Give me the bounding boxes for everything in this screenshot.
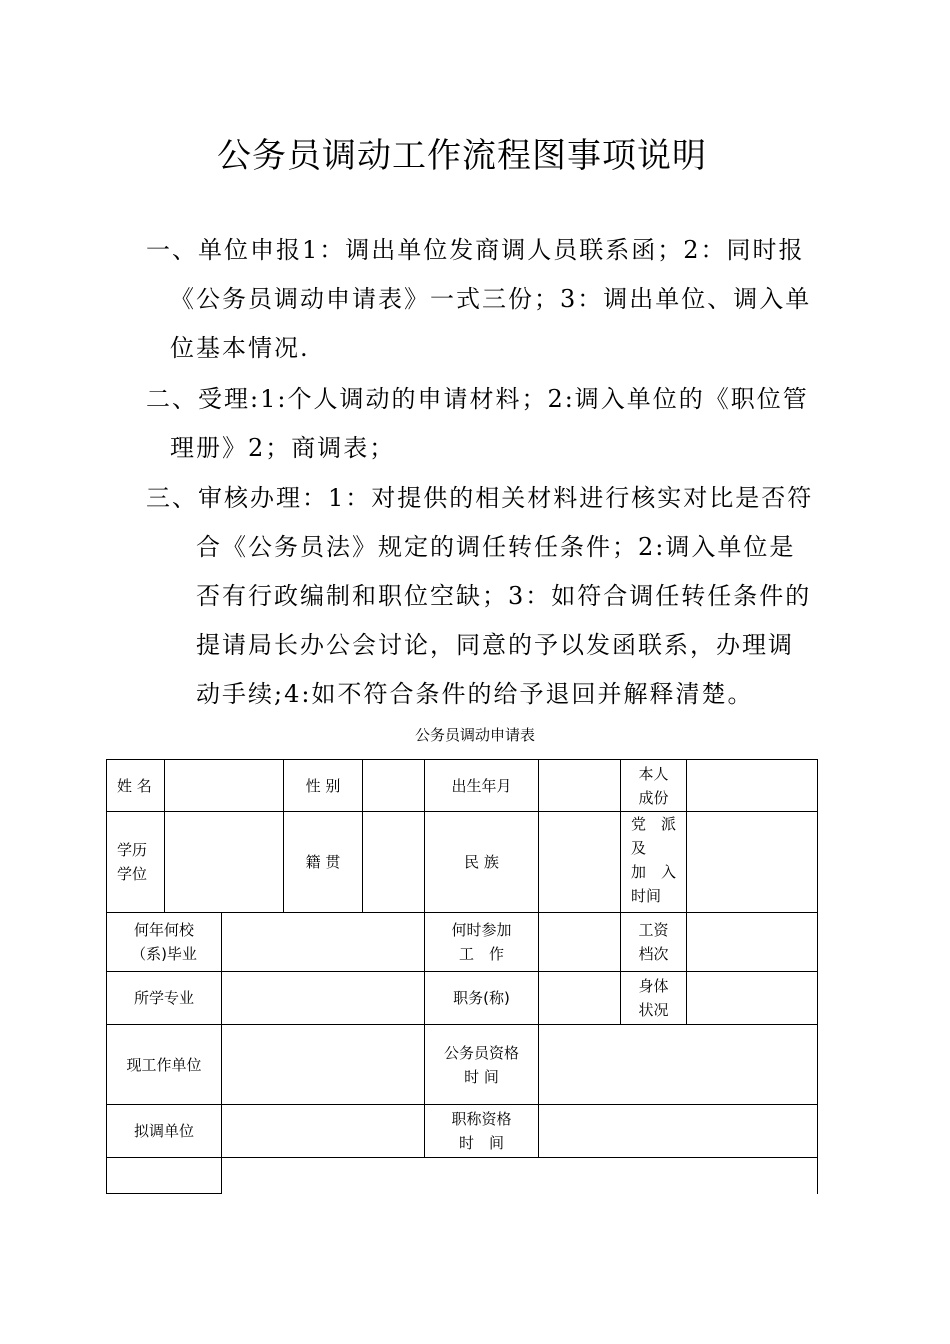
label-birth: 出生年月 [424, 759, 538, 811]
field-status[interactable] [686, 759, 818, 811]
field-education[interactable] [164, 811, 283, 912]
label-graduation-line-2: （系)毕业 [131, 945, 197, 963]
field-cs-qualification[interactable] [538, 1024, 818, 1104]
section-1-line-2: 《公务员调动申请表》一式三份；3：调出单位、调入单 [170, 285, 812, 313]
label-party [620, 811, 686, 912]
label-cs-qualification-line-2: 时 间 [464, 1067, 499, 1086]
section-2-line-2: 理册》2；商调表； [170, 434, 396, 462]
label-party-line-3: 加 入 [631, 863, 677, 881]
label-education [106, 811, 164, 912]
label-status [620, 759, 686, 811]
label-blank-row [106, 1157, 221, 1194]
label-status-line-1: 本人 [638, 764, 669, 783]
field-native-place[interactable] [362, 811, 424, 912]
section-3-line-1: 三、审核办理：1：对提供的相关材料进行核实对比是否符 [146, 484, 814, 512]
section-1-line-3: 位基本情况. [170, 334, 310, 362]
label-education-line-2: 学位 [117, 865, 148, 883]
form-bottom-border [106, 1193, 221, 1194]
field-current-unit[interactable] [221, 1024, 424, 1104]
application-form [106, 759, 818, 1194]
field-party[interactable] [686, 811, 818, 912]
label-education-line-1: 学历 [117, 841, 148, 859]
field-ethnicity[interactable] [538, 811, 620, 912]
label-gender: 性 别 [283, 759, 362, 811]
field-wage-level[interactable] [686, 912, 818, 971]
section-2-line-1: 二、受理:1:个人调动的申请材料；2:调入单位的《职位管 [146, 385, 809, 413]
label-health-line-1: 身体 [638, 977, 669, 995]
label-party-line-1: 党 派 [631, 815, 677, 833]
label-wage-level-line-1: 工资 [638, 921, 669, 939]
form-right-border [817, 759, 818, 1194]
field-title-qualification[interactable] [538, 1104, 818, 1157]
label-work-start [424, 912, 538, 971]
label-graduation [106, 912, 221, 971]
field-birth[interactable] [538, 759, 620, 811]
field-target-unit[interactable] [221, 1104, 424, 1157]
label-native-place: 籍 贯 [283, 811, 362, 912]
label-party-line-4: 时间 [631, 887, 662, 905]
field-post[interactable] [538, 971, 620, 1024]
label-ethnicity: 民 族 [424, 811, 538, 912]
label-status-line-2: 成份 [638, 788, 669, 807]
label-title-qualification [424, 1104, 538, 1157]
label-name: 姓 名 [106, 759, 164, 811]
page-title: 公务员调动工作流程图事项说明 [217, 136, 707, 176]
label-work-start-line-1: 何时参加 [451, 921, 512, 939]
field-work-start[interactable] [538, 912, 620, 971]
field-graduation[interactable] [221, 912, 424, 971]
field-name[interactable] [164, 759, 283, 811]
label-health-line-2: 状况 [638, 1001, 669, 1019]
label-graduation-line-1: 何年何校 [133, 921, 194, 939]
label-wage-level [620, 912, 686, 971]
section-1 [146, 226, 810, 373]
label-post: 职务(称) [424, 971, 538, 1024]
section-3 [146, 474, 814, 719]
label-work-start-line-2: 工 作 [458, 945, 504, 963]
label-major: 所学专业 [106, 971, 221, 1024]
label-current-unit: 现工作单位 [106, 1024, 221, 1104]
label-title-qualification-line-1: 职称资格 [451, 1110, 512, 1128]
section-3-line-4: 提请局长办公会讨论，同意的予以发函联系，办理调 [196, 631, 794, 659]
label-health [620, 971, 686, 1024]
section-2 [146, 375, 810, 473]
field-gender[interactable] [362, 759, 424, 811]
form-caption: 公务员调动申请表 [414, 726, 535, 744]
label-target-unit: 拟调单位 [106, 1104, 221, 1157]
label-cs-qualification-line-1: 公务员资格 [443, 1043, 519, 1062]
label-cs-qualification [424, 1024, 538, 1104]
field-health[interactable] [686, 971, 818, 1024]
section-3-line-5: 动手续;4:如不符合条件的给予退回并解释清楚。 [196, 680, 754, 708]
label-title-qualification-line-2: 时 间 [458, 1134, 504, 1152]
label-party-line-2: 及 [631, 839, 647, 857]
section-3-line-3: 否有行政编制和职位空缺；3：如符合调任转任条件的 [196, 582, 812, 610]
label-wage-level-line-2: 档次 [638, 945, 669, 963]
field-major[interactable] [221, 971, 424, 1024]
section-1-line-1: 一、单位申报1：调出单位发商调人员联系函；2：同时报 [146, 236, 805, 264]
section-3-line-2: 合《公务员法》规定的调任转任条件；2:调入单位是 [196, 533, 796, 561]
field-blank-row[interactable] [221, 1157, 818, 1194]
